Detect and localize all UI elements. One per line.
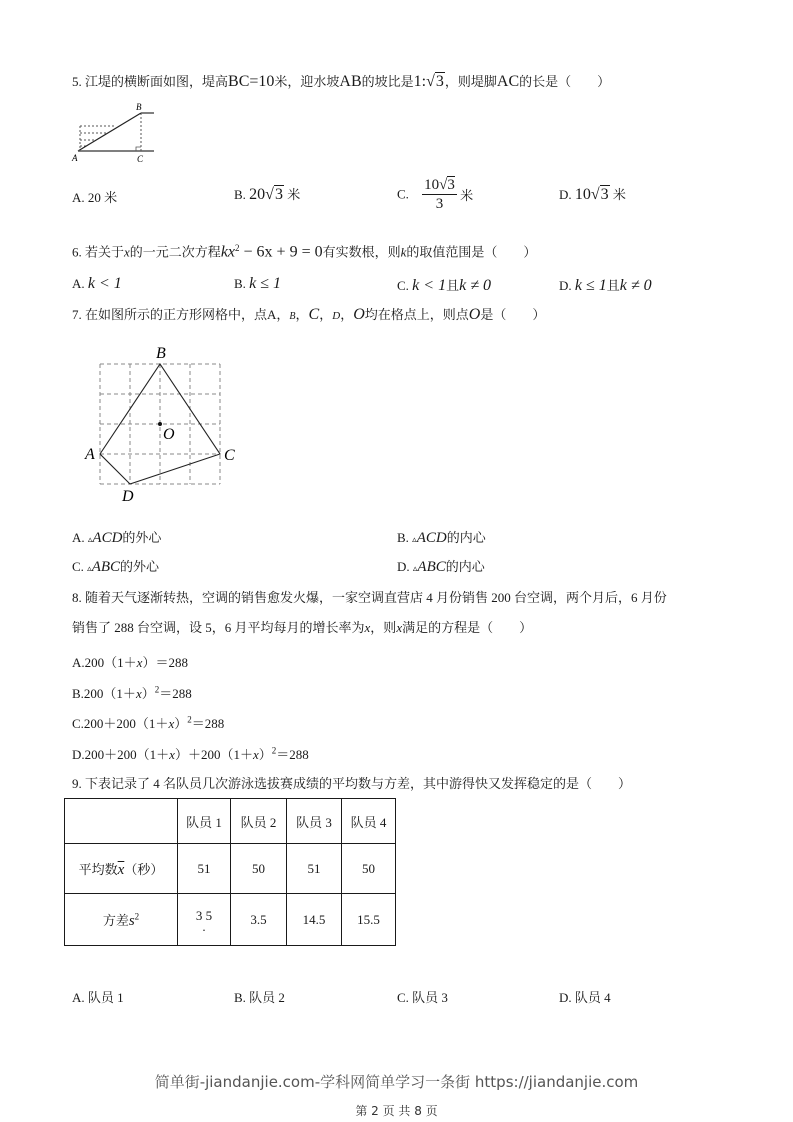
label-b: B — [156, 345, 166, 362]
radicand: 3 — [435, 73, 444, 90]
separator: ， — [276, 307, 290, 322]
option-text: 的外心 — [120, 559, 160, 574]
math-ac: AC — [496, 73, 520, 90]
row-label-text: 方差 — [102, 912, 129, 928]
point-c: C — [308, 306, 320, 323]
point-o: O — [468, 306, 481, 323]
q5-option-d[interactable] — [559, 184, 626, 204]
q8-option-a[interactable] — [72, 652, 188, 671]
question-9-stem — [72, 775, 631, 793]
table-cell: 50 — [342, 844, 396, 894]
question-number: 5. — [72, 74, 82, 89]
label-b: B — [136, 102, 142, 112]
option-expr-post: ） — [174, 716, 188, 731]
stem-text: 在如图所示的正方形网格中，点 — [85, 307, 268, 322]
cell-value-top: 3 5 — [195, 907, 213, 923]
question-number: 8. — [72, 590, 82, 605]
option-label: A. — [72, 990, 85, 1005]
stem-text: 有实数根，则 — [322, 244, 401, 260]
table-row-mean — [65, 844, 396, 894]
question-8-stem-line1 — [72, 589, 667, 607]
embankment-figure — [68, 100, 164, 164]
table-cell: 3.5 — [231, 894, 287, 946]
radicand: 3 — [600, 186, 609, 203]
page-number: 第 2 页 共 8 页 — [355, 1104, 438, 1118]
option-label: B. — [397, 530, 409, 545]
q9-option-c[interactable] — [397, 987, 448, 1006]
math-var-x: x — [135, 686, 142, 701]
table-header-cell: 队员 2 — [231, 799, 287, 844]
stem-text: 的坡比是 — [361, 74, 414, 89]
sqrt-expression: √3 — [590, 186, 609, 203]
triangle-name: ACD — [92, 530, 123, 546]
row-label-variance — [65, 894, 178, 946]
option-unit: 米 — [460, 188, 474, 203]
table-cell — [178, 894, 231, 946]
table-cell: 50 — [231, 844, 287, 894]
math-bc: BC — [228, 73, 250, 90]
triangle-icon: ▵ — [412, 534, 417, 544]
option-label: C. — [72, 559, 84, 574]
q5-option-a[interactable] — [72, 187, 117, 206]
option-expr-pre: 200＋200（1＋ — [83, 716, 169, 731]
q5-option-c[interactable] — [397, 176, 473, 213]
option-conjunction: 且 — [446, 278, 460, 293]
option-text: 的内心 — [445, 559, 485, 574]
q7-option-b[interactable] — [397, 527, 486, 547]
row-label-unit: （秒） — [124, 861, 164, 877]
triangle-icon: ▵ — [87, 534, 93, 544]
option-label: C. — [397, 278, 409, 293]
fraction — [422, 176, 457, 213]
math-exponent: 2 — [271, 745, 277, 756]
stem-text: 满足的方程是（ ） — [402, 620, 533, 635]
square-grid-figure — [80, 340, 250, 510]
triangle-icon: ▵ — [87, 563, 92, 573]
math-x-bar: $\overline{x}$ — [117, 861, 125, 878]
question-number: 7. — [72, 307, 82, 322]
option-expression: k < 1 — [412, 277, 447, 294]
triangle-icon: ▵ — [412, 563, 418, 573]
label-o: O — [163, 426, 175, 443]
option-extra-expression: k ≠ 0 — [619, 277, 652, 294]
option-value: 20 — [87, 190, 101, 205]
option-text: 队员 1 — [87, 990, 124, 1005]
math-exponent: 2 — [235, 243, 240, 253]
option-expr-tail: ＝288 — [276, 747, 309, 762]
radicand: 3 — [447, 177, 455, 193]
option-extra-expression: k ≠ 0 — [459, 277, 491, 294]
label-c: C — [137, 154, 144, 164]
option-label: B. — [234, 187, 246, 202]
option-label: C. — [397, 990, 409, 1005]
table-header-cell: 队员 4 — [342, 799, 396, 844]
q9-option-d[interactable] — [559, 987, 611, 1006]
math-var-x: x — [169, 747, 175, 762]
point-o: O — [353, 306, 365, 323]
option-expr-tail: ＝288 — [159, 686, 192, 701]
sqrt-expression: √3 — [265, 186, 283, 203]
option-expression: k ≤ 1 — [249, 275, 282, 292]
math-equals: = — [249, 73, 259, 90]
stem-text: 随着天气逐渐转热，空调的销售愈发火爆，一家空调直营店 4 月份销售 200 台空调，两个月后，6 月份 — [85, 590, 667, 605]
math-ratio: 1: — [413, 73, 427, 90]
option-text: 的内心 — [446, 530, 486, 545]
radicand: 3 — [274, 186, 283, 203]
label-a: A — [85, 446, 95, 463]
option-label: D. — [559, 187, 572, 202]
separator: ， — [340, 307, 354, 322]
point-a: A — [267, 307, 277, 322]
option-expr-mid: ）＋200（1＋ — [174, 747, 253, 762]
swim-results-table — [64, 798, 396, 946]
option-unit: 米 — [104, 190, 118, 205]
denominator: 3 — [435, 196, 444, 212]
option-label: C. — [397, 186, 409, 202]
option-value: 20 — [249, 186, 266, 203]
option-expr-pre: 200＋200（1＋ — [84, 747, 170, 762]
stem-text: 若关于 — [85, 244, 125, 260]
q7-option-c[interactable] — [72, 556, 159, 576]
stem-text: 的长是（ ） — [519, 74, 611, 89]
stem-text: ，则堤脚 — [444, 74, 497, 89]
table-header-cell: 队员 1 — [178, 799, 231, 844]
separator: ， — [319, 307, 333, 322]
option-label: B. — [72, 686, 84, 701]
stem-text: ，则 — [370, 620, 397, 635]
option-value: 10 — [574, 186, 591, 203]
math-exponent: 2 — [134, 911, 140, 922]
row-label-text: 平均数 — [78, 861, 118, 877]
triangle-name: ACD — [416, 530, 447, 546]
q8-option-d[interactable] — [72, 744, 309, 763]
q8-option-c[interactable] — [72, 713, 224, 732]
option-conjunction: 且 — [606, 278, 620, 293]
option-unit: 米 — [287, 187, 301, 202]
stem-text: 下表记录了 4 名队员几次游泳选拔赛成绩的平均数与方差，其中游得快又发挥稳定的是（ ） — [85, 776, 632, 791]
math-ten: 10 — [258, 73, 275, 90]
stem-text: 销售了 288 台空调，设 5，6 月平均每月的增长率为 — [72, 620, 365, 635]
question-5-stem — [72, 73, 610, 91]
q6-option-a[interactable] — [72, 275, 122, 293]
table-header-row — [65, 799, 396, 844]
q8-option-b[interactable] — [72, 683, 192, 702]
math-ab: AB — [339, 73, 362, 90]
q9-option-b[interactable] — [234, 987, 285, 1006]
option-expr-post: ） — [141, 686, 155, 701]
option-expr-tail: ＝288 — [191, 716, 225, 731]
math-equation-rest: − 6x + 9 = 0 — [239, 243, 323, 261]
math-var-x: x — [396, 620, 403, 635]
option-expression: k < 1 — [87, 275, 122, 292]
stem-text: 江堤的横断面如图，堤高 — [85, 74, 229, 89]
point-d: D — [332, 310, 341, 322]
point-o-dot — [158, 422, 162, 426]
table-header-cell: 队员 3 — [287, 799, 342, 844]
option-text: 队员 3 — [412, 990, 448, 1005]
option-expr-pre: 200（1＋ — [83, 686, 136, 701]
stem-text: 是（ ） — [480, 307, 546, 322]
label-a: A — [72, 153, 78, 163]
option-label: C. — [72, 716, 84, 731]
table-cell: 15.5 — [342, 894, 396, 946]
q6-option-c[interactable] — [397, 275, 491, 295]
option-text: 队员 4 — [574, 990, 611, 1005]
option-label: B. — [234, 990, 246, 1005]
option-expression: k ≤ 1 — [574, 277, 607, 294]
math-var-x: x — [252, 747, 259, 762]
sqrt-expression: √3 — [426, 73, 444, 90]
table-header-cell — [65, 799, 178, 844]
row-label-mean — [65, 844, 178, 894]
option-expr-pre: 200（1＋ — [84, 655, 137, 670]
option-label: D. — [559, 990, 572, 1005]
option-label: A. — [72, 655, 85, 670]
numerator-value: 10 — [424, 177, 440, 193]
math-s: s — [128, 912, 135, 929]
table-cell: 51 — [178, 844, 231, 894]
footer-watermark: 简单街-jiandanjie.com-学科网简单学习一条街 https://jiandanjie.com — [154, 1073, 639, 1091]
option-expr-post: ）＝288 — [142, 655, 188, 670]
question-number: 9. — [72, 776, 82, 791]
option-unit: 米 — [612, 187, 626, 202]
math-kx: kx — [220, 243, 236, 261]
q6-option-d[interactable] — [559, 275, 652, 295]
table-cell: 14.5 — [287, 894, 342, 946]
table-cell: 51 — [287, 844, 342, 894]
stem-text: 均在格点上，则点 — [364, 307, 469, 322]
question-7-stem — [72, 306, 545, 326]
math-exponent: 2 — [187, 714, 192, 725]
q5-option-b[interactable] — [234, 184, 300, 204]
option-text: 队员 2 — [249, 990, 285, 1005]
triangle-name: ABC — [417, 559, 446, 575]
math-exponent: 2 — [154, 684, 160, 695]
option-label: A. — [72, 276, 85, 291]
stem-text: 的一元二次方程 — [129, 244, 221, 260]
option-label: D. — [559, 278, 572, 293]
math-var-x: x — [136, 655, 143, 670]
triangle-name: ABC — [91, 559, 121, 575]
option-label: D. — [397, 559, 410, 574]
math-var-x: x — [168, 716, 175, 731]
stem-text: 的取值范围是（ ） — [406, 244, 537, 260]
q9-option-a[interactable] — [72, 987, 124, 1006]
question-6-stem — [72, 239, 536, 261]
option-expr-post: ） — [258, 747, 272, 762]
label-c: C — [224, 447, 235, 464]
math-var-x: x — [364, 620, 371, 635]
option-label: A. — [72, 190, 85, 205]
math-var-x: x — [124, 244, 130, 260]
q7-option-a[interactable] — [72, 527, 161, 547]
option-text: 的外心 — [122, 530, 162, 545]
stem-text: 米，迎水坡 — [274, 74, 340, 89]
math-var-k: k — [400, 244, 407, 260]
separator: ， — [295, 307, 309, 322]
question-8-stem-line2 — [72, 619, 532, 637]
point-b: B — [289, 311, 296, 322]
label-d: D — [122, 488, 134, 505]
q7-option-d[interactable] — [397, 556, 485, 576]
table-row-variance — [65, 894, 396, 946]
option-label: D. — [72, 747, 85, 762]
q6-option-b[interactable] — [234, 275, 281, 293]
question-number: 6. — [72, 244, 82, 260]
numerator: 10√3 — [424, 177, 455, 193]
option-label: A. — [72, 530, 85, 545]
cell-value-dot: . — [202, 918, 206, 934]
option-label: B. — [234, 276, 246, 291]
slope-line — [78, 113, 141, 151]
